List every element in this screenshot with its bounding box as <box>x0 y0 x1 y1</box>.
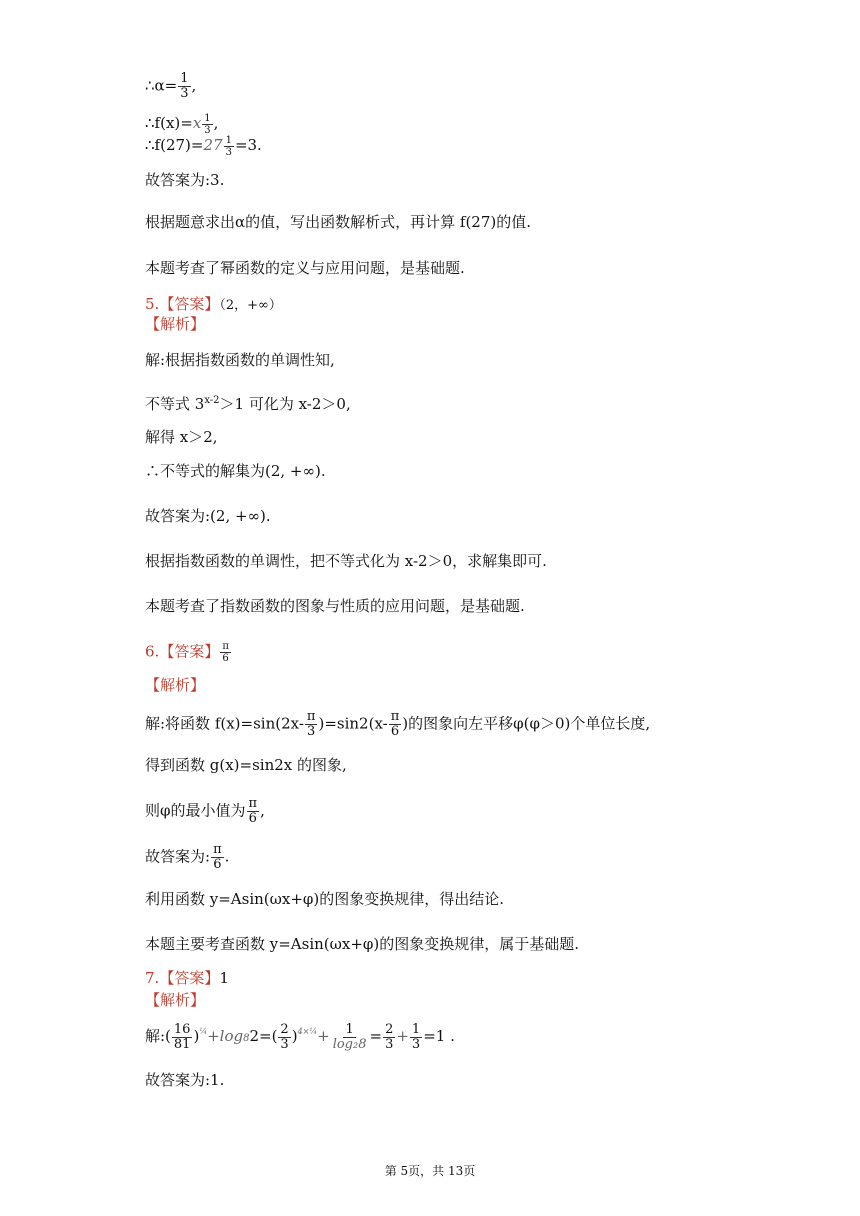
q5-line5: 故答案为:(2, +∞). <box>145 507 271 525</box>
q6-line6: 本题主要考查函数 y=Asin(ωx+φ)的图象变换规律，属于基础题. <box>145 935 580 953</box>
analysis-line: 根据题意求出α的值，写出函数解析式，再计算 f(27)的值. <box>145 213 532 231</box>
q6-line5: 利用函数 y=Asin(ωx+φ)的图象变换规律，得出结论. <box>145 890 505 908</box>
fraction: $\frac{\pi}{6}$ <box>222 641 229 664</box>
exponent-fraction: $\frac{1}{3}$ <box>204 113 211 136</box>
fraction: $\frac{\pi}{6}$ <box>248 796 258 826</box>
q5-line2: 不等式 $3^{x-2}>1$ 可化为 x-2＞0, <box>145 395 351 413</box>
answer-line: 故答案为:3. <box>145 171 225 189</box>
fraction: $\frac{2}{3}$ <box>385 1021 394 1052</box>
q5-line1: 解:根据指数函数的单调性知, <box>145 351 335 369</box>
fraction: $\frac{1}{3}$ <box>180 71 189 101</box>
fraction: $\frac{2}{3}$ <box>280 1021 289 1052</box>
q7-line1: 解:( $\frac{16}{81}$ )$^{\frac{1}{4}}$+log82=( $\frac{2}{3}$ )$^{4\times\frac{1}{4}}$+ $\frac{1}{\text{log₂8}}$ = $\frac{2}{3}$ + $\frac{1}{3}$ =1 . <box>145 1021 455 1052</box>
q5-line3: 解得 x＞2, <box>145 428 218 446</box>
q5-line6: 根据指数函数的单调性，把不等式化为 x-2＞0，求解集即可. <box>145 552 547 570</box>
line-f27: ∴f(27)=27 $\frac{1}{3}$ =3. <box>145 135 262 158</box>
q5-line7: 本题考查了指数函数的图象与性质的应用问题，是基础题. <box>145 597 525 615</box>
q6-line1: 解:将函数 f(x)=sin(2x- $\frac{\pi}{3}$ )=sin2(x- $\frac{\pi}{6}$ )的图象向左平移φ(φ＞0)个单位长度, <box>145 709 651 739</box>
page-footer: 第 5页，共 13页 <box>384 1164 476 1178</box>
q5-header: 5.【答案】（2，+∞） <box>145 295 282 313</box>
q7-jiexi-tag: 【解析】 <box>145 991 206 1009</box>
fraction: $\frac{1}{3}$ <box>411 1021 421 1052</box>
q7-header: 7.【答案】1 <box>145 969 229 987</box>
fraction: $\frac{1}{\text{log₂8}}$ <box>332 1021 367 1052</box>
fraction: $\frac{\pi}{6}$ <box>213 842 222 872</box>
q6-jiexi-tag: 【解析】 <box>145 676 206 694</box>
fraction: $\frac{16}{81}$ <box>173 1021 191 1052</box>
fraction: $\frac{\pi}{6}$ <box>390 709 400 739</box>
fraction: $\frac{\pi}{3}$ <box>306 709 316 739</box>
line-fx: ∴f(x)=x $\frac{1}{3}$ , <box>145 113 219 136</box>
q6-line2: 得到函数 g(x)=sin2x 的图象, <box>145 756 347 774</box>
q5-jiexi-tag: 【解析】 <box>145 315 206 333</box>
q7-line2: 故答案为:1. <box>145 1071 225 1089</box>
exponent-fraction: $\frac{1}{3}$ <box>225 135 232 158</box>
comment-line: 本题考查了幂函数的定义与应用问题，是基础题. <box>145 259 465 277</box>
q6-line3: 则φ的最小值为 $\frac{\pi}{6}$ , <box>145 796 265 826</box>
q6-line4: 故答案为: $\frac{\pi}{6}$ . <box>145 842 230 872</box>
q5-line4: ∴不等式的解集为(2, +∞). <box>145 462 326 480</box>
q6-header: 6.【答案】 $\frac{\pi}{6}$ <box>145 641 229 664</box>
line-alpha: ∴α= $\frac{1}{3}$ , <box>145 71 197 101</box>
